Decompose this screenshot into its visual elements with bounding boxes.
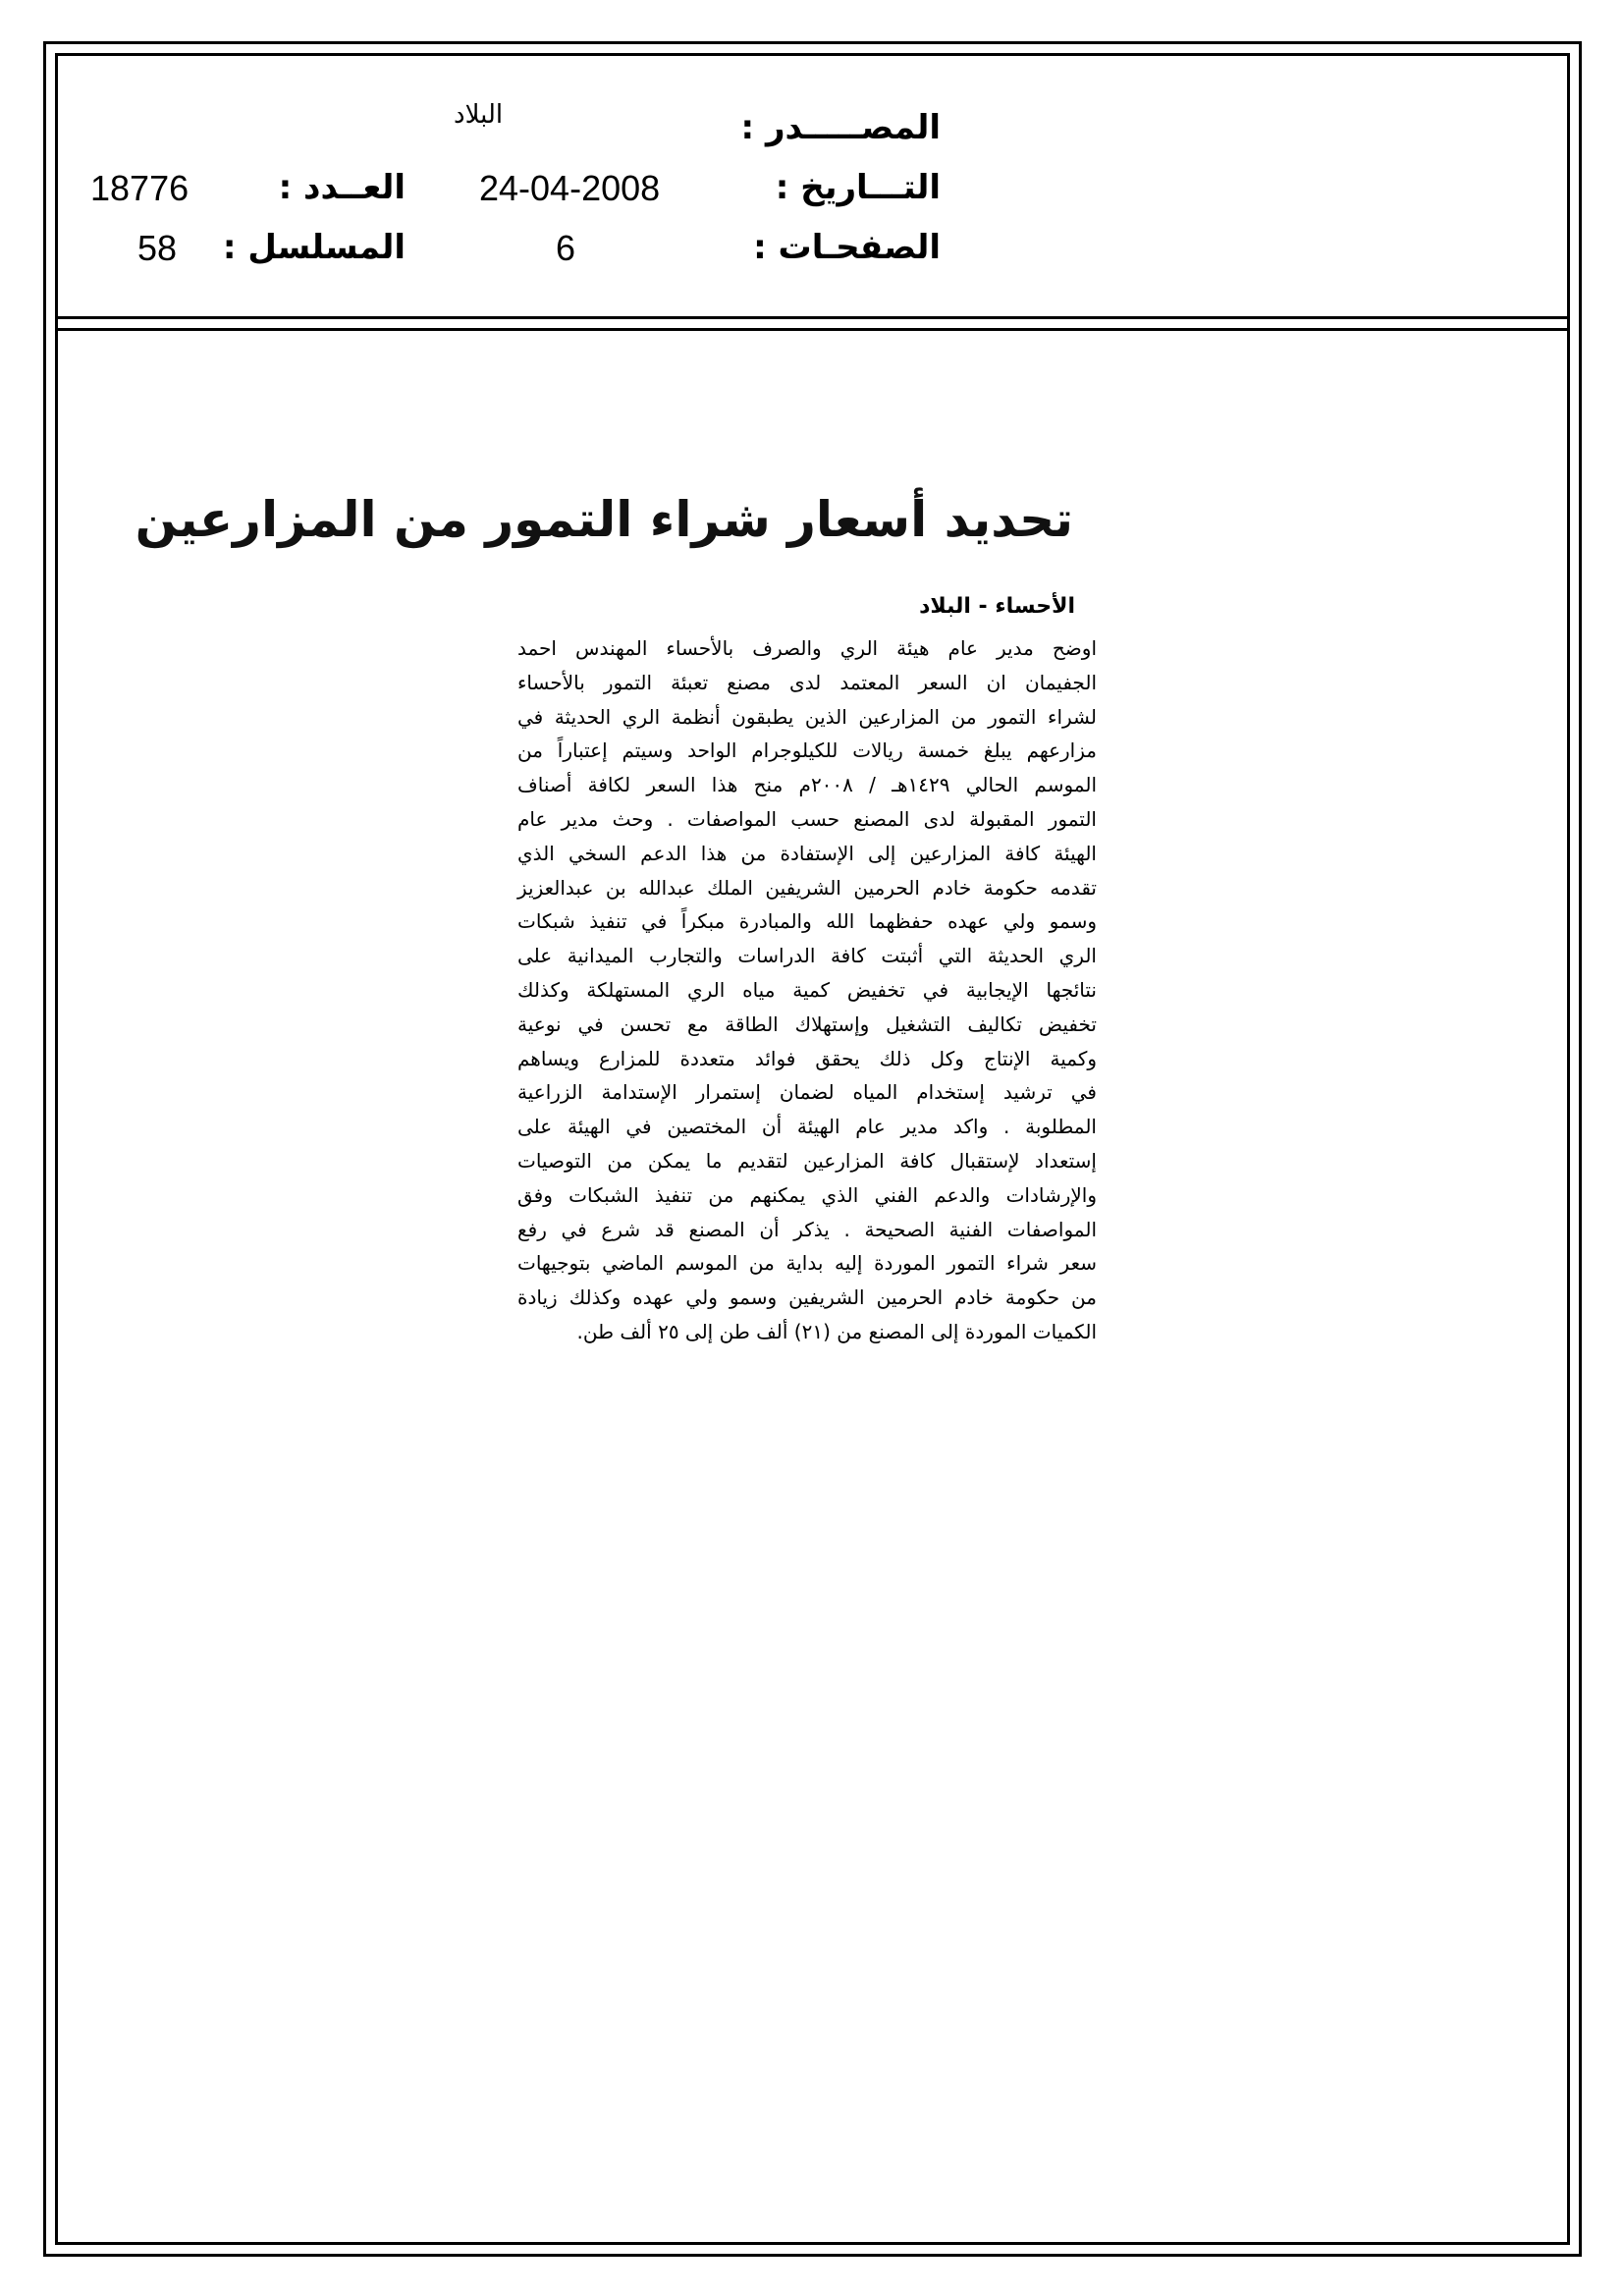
article-line: لشراء التمور من المزارعين الذين يطبقون أنظمة الري الحديثة في (517, 704, 1097, 729)
article-line: والإرشادات والدعم الفني الذي يمكنهم من تنفيذ الشبكات وفق (517, 1182, 1097, 1207)
date-value: 24-04-2008 (479, 168, 661, 208)
issue-value: 18776 (90, 168, 189, 208)
source-label: المصـــــدر : (740, 108, 941, 147)
article-line: سعر شراء التمور الموردة إليه بداية من الموسم الماضي بتوجيهات (517, 1251, 1097, 1276)
article-line: الموسم الحالي ١٤٢٩هـ / ٢٠٠٨م منح هذا السعر لكافة أصناف (517, 773, 1098, 797)
article-title: تحديد أسعار شراء التمور من المزارعين (135, 491, 1073, 548)
header-divider (55, 316, 1570, 319)
article-line: مزارعهم يبلغ خمسة ريالات للكيلوجرام الواحد وسيتم إعتباراً من (517, 738, 1097, 763)
pages-label: الصفحـات : (753, 228, 941, 267)
article-line: وسمو ولي عهده حفظهما الله والمبادرة مبكراً في تنفيذ شبكات (517, 909, 1097, 934)
source-value: البلاد (454, 100, 504, 130)
article-line: من حكومة خادم الحرمين الشريفين وسمو ولي عهده وكذلك زيادة (517, 1285, 1097, 1310)
article-line: وكمية الإنتاج وكل ذلك يحقق فوائد متعددة للمزارع ويساهم (517, 1046, 1097, 1070)
article-line: المواصفات الفنية الصحيحة . يذكر أن المصنع قد شرع في رفع (517, 1217, 1097, 1241)
article-line: في ترشيد إستخدام المياه لضمان إستمرار الإستدامة الزراعية (517, 1080, 1097, 1105)
serial-label: المسلسل : (222, 228, 406, 267)
article-line: نتائجها الإيجابية في تخفيض كمية مياه الري المستهلكة وكذلك (517, 977, 1097, 1002)
article-body (517, 631, 1097, 1349)
article-line: الكميات الموردة إلى المصنع من (٢١) ألف طن إلى ٢٥ ألف طن. (576, 1319, 1097, 1343)
date-label: التـــاريخ : (775, 168, 941, 207)
serial-value: 58 (137, 228, 178, 268)
article-byline: الأحساء - البلاد (919, 594, 1075, 619)
article-line: الجفيمان ان السعر المعتمد لدى مصنع تعبئة التمور بالأحساء (517, 670, 1097, 694)
article-line: تخفيض تكاليف التشغيل وإستهلاك الطاقة مع تحسن في نوعية (517, 1011, 1097, 1036)
pages-value: 6 (556, 228, 576, 268)
article-line: الهيئة كافة المزارعين إلى الإستفادة من هذا الدعم السخي الذي (517, 841, 1097, 865)
article-line: الري الحديثة التي أثبتت كافة الدراسات والتجارب الميدانية على (517, 944, 1097, 968)
article-line: إستعداد لإستقبال كافة المزارعين لتقديم ما يمكن من التوصيات (517, 1148, 1097, 1173)
article-line: التمور المقبولة لدى المصنع حسب المواصفات . وحث مدير عام (517, 806, 1097, 831)
article-line: تقدمه حكومة خادم الحرمين الشريفين الملك عبدالله بن عبدالعزيز (517, 875, 1097, 900)
article-line: اوضح مدير عام هيئة الري والصرف بالأحساء المهندس احمد (517, 636, 1097, 660)
issue-label: العــدد : (278, 168, 406, 207)
article-line: المطلوبة . واكد مدير عام الهيئة أن المختصين في الهيئة على (517, 1115, 1097, 1139)
header-divider-inner (55, 328, 1570, 331)
